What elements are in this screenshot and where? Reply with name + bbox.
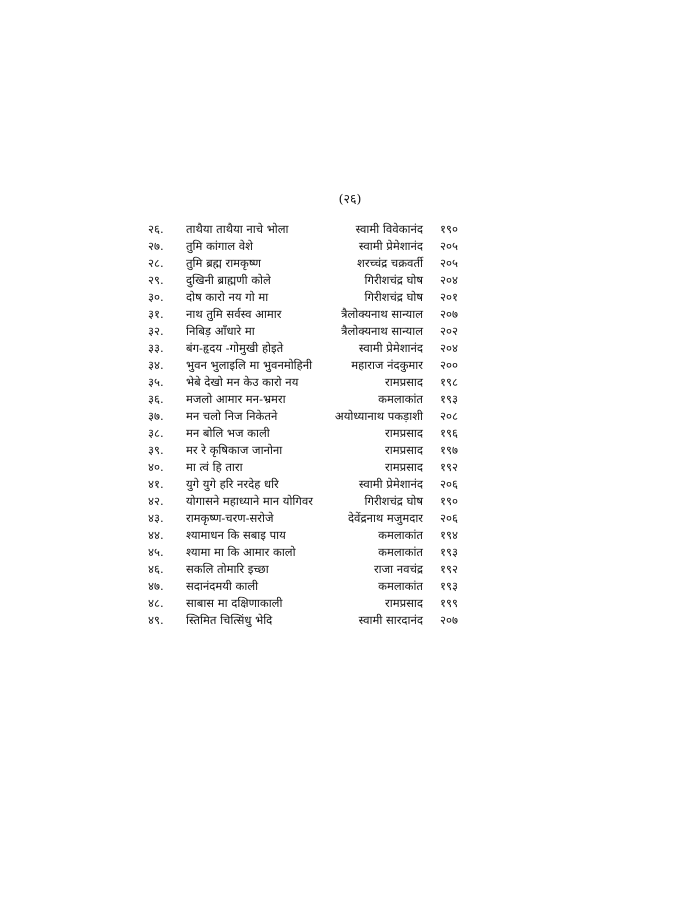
toc-entry [148, 459, 458, 476]
entry-author: महाराज नंदकुमार [351, 358, 423, 372]
entry-title: मजलो आमार मन-भ्रमरा [186, 392, 286, 406]
entry-page: २०४ [440, 341, 458, 355]
toc-entry [148, 323, 458, 340]
entry-title: बंग-हृदय -गोमुखी होइते [186, 341, 284, 355]
entry-title: निबिड़ आँधारे मा [186, 324, 255, 338]
entry-title: मा त्वं हि तारा [186, 460, 243, 474]
entry-author: कमलाकांत [378, 579, 423, 593]
entry-author: रामप्रसाद [385, 443, 423, 457]
toc-entry [148, 408, 458, 425]
entry-title: मन बोलि भज काली [186, 426, 270, 440]
entry-author: स्वामी प्रेमेशानंद [358, 341, 423, 355]
entry-author: रामप्रसाद [385, 596, 423, 610]
page-number: (२६) [338, 191, 362, 206]
entry-number: ३८. [148, 426, 164, 440]
entry-title: मर रे कृषिकाज जानोना [186, 443, 283, 457]
entry-page: १९३ [440, 579, 458, 593]
entry-author: रामप्रसाद [385, 375, 423, 389]
entry-number: ३२. [148, 324, 164, 338]
toc-entry [148, 493, 458, 510]
entry-author: राजा नवचंद्र [373, 562, 423, 576]
entry-number: ४६. [148, 562, 164, 576]
entry-author: शरच्चंद्र चक्रवर्ती [357, 256, 423, 270]
entry-page: २०४ [440, 273, 458, 287]
entry-page: २०७ [440, 613, 458, 627]
toc-entry [148, 612, 458, 629]
toc-entry [148, 476, 458, 493]
entry-number: ३४. [148, 358, 164, 372]
entry-number: ४२. [148, 494, 164, 508]
entry-page: १९३ [440, 545, 458, 559]
entry-number: ३७. [148, 409, 164, 423]
entry-page: १९६ [440, 426, 458, 440]
entry-author: अयोध्यानाथ पकड़ाशी [334, 409, 423, 423]
toc-entry [148, 527, 458, 544]
entry-author: स्वामी सारदानंद [358, 613, 423, 627]
entry-author: कमलाकांत [378, 392, 423, 406]
toc-entry [148, 391, 458, 408]
entry-number: ३५. [148, 375, 164, 389]
entry-author: गिरीशचंद्र घोष [364, 290, 423, 304]
entry-author: स्वामी विवेकानंद [355, 222, 423, 236]
entry-page: १९४ [440, 528, 458, 542]
entry-author: रामप्रसाद [385, 426, 423, 440]
entry-page: १९० [440, 222, 458, 236]
toc-entry [148, 374, 458, 391]
entry-author: रामप्रसाद [385, 460, 423, 474]
toc-entry [148, 340, 458, 357]
entry-page: २०८ [440, 409, 458, 423]
entry-title: ताथैया ताथैया नाचे भोला [186, 222, 289, 236]
entry-number: ३३. [148, 341, 164, 355]
toc-entry [148, 442, 458, 459]
entry-page: १९९ [440, 596, 458, 610]
entry-title: रामकृष्ण-चरण-सरोजे [186, 511, 274, 525]
table-of-contents [148, 221, 458, 629]
entry-title: योगासने महाध्याने मान योगिवर [186, 494, 313, 508]
entry-title: भेबे देखो मन केउ कारो नय [186, 375, 299, 389]
entry-number: ४१. [148, 477, 164, 491]
toc-entry [148, 255, 458, 272]
entry-page: १९८ [440, 375, 458, 389]
entry-number: ४८. [148, 596, 164, 610]
entry-page: २०७ [440, 307, 458, 321]
toc-entry [148, 425, 458, 442]
entry-number: ४९. [148, 613, 164, 627]
toc-entry [148, 561, 458, 578]
entry-author: कमलाकांत [378, 528, 423, 542]
entry-page: २०२ [440, 324, 458, 338]
entry-author: स्वामी प्रेमेशानंद [358, 239, 423, 253]
entry-title: तुमि ब्रह्म रामकृष्ण [186, 256, 261, 270]
entry-number: २८. [148, 256, 164, 270]
toc-entry [148, 221, 458, 238]
entry-number: ३१. [148, 307, 164, 321]
entry-title: नाथ तुमि सर्वस्व आमार [186, 307, 282, 321]
entry-page: २०६ [440, 511, 458, 525]
entry-title: सकलि तोमारि इच्छा [186, 562, 269, 576]
toc-entry [148, 544, 458, 561]
entry-title: स्तिमित चित्सिंधु भेदि [186, 613, 273, 627]
entry-page: १९२ [440, 460, 458, 474]
entry-author: त्रैलोक्यनाथ सान्याल [341, 307, 423, 321]
toc-entry [148, 357, 458, 374]
entry-author: गिरीशचंद्र घोष [364, 494, 423, 508]
entry-number: ४३. [148, 511, 164, 525]
entry-number: २६. [148, 222, 164, 236]
entry-title: युगे युगे हरि नरदेह धरि [186, 477, 279, 491]
entry-title: तुमि कांगाल वेशे [186, 239, 253, 253]
entry-page: १९२ [440, 562, 458, 576]
entry-page: २०० [440, 358, 458, 372]
entry-page: २०१ [440, 290, 458, 304]
entry-title: दुखिनी ब्राह्मणी कोले [186, 273, 271, 287]
toc-entry [148, 578, 458, 595]
entry-number: २७. [148, 239, 164, 253]
entry-title: श्यामा मा कि आमार कालो [186, 545, 296, 559]
entry-number: ३०. [148, 290, 164, 304]
entry-page: २०६ [440, 477, 458, 491]
entry-page: २०५ [440, 256, 458, 270]
entry-page: १९३ [440, 392, 458, 406]
entry-author: स्वामी प्रेमेशानंद [358, 477, 423, 491]
entry-title: श्यामाधन कि सबाइ पाय [186, 528, 286, 542]
toc-entry [148, 289, 458, 306]
entry-number: २९. [148, 273, 164, 287]
entry-number: ४५. [148, 545, 164, 559]
entry-page: १९० [440, 494, 458, 508]
entry-number: ४०. [148, 460, 164, 474]
entry-title: भुवन भुलाइलि मा भुवनमोहिनी [186, 358, 313, 372]
toc-entry [148, 272, 458, 289]
toc-entry [148, 238, 458, 255]
toc-entry [148, 306, 458, 323]
entry-author: त्रैलोक्यनाथ सान्याल [341, 324, 423, 338]
entry-page: २०५ [440, 239, 458, 253]
entry-author: गिरीशचंद्र घोष [364, 273, 423, 287]
entry-author: देवेंद्रनाथ मजुमदार [347, 511, 423, 525]
entry-title: मन चलो निज निकेतने [186, 409, 278, 423]
toc-entry [148, 595, 458, 612]
entry-page: १९७ [440, 443, 458, 457]
entry-title: सदानंदमयी काली [186, 579, 259, 593]
entry-title: साबास मा दक्षिणाकाली [186, 596, 283, 610]
entry-author: कमलाकांत [378, 545, 423, 559]
entry-number: ४४. [148, 528, 164, 542]
entry-title: दोष कारो नय गो मा [186, 290, 269, 304]
entry-number: ३६. [148, 392, 164, 406]
entry-number: ३९. [148, 443, 164, 457]
entry-number: ४७. [148, 579, 164, 593]
toc-entry [148, 510, 458, 527]
